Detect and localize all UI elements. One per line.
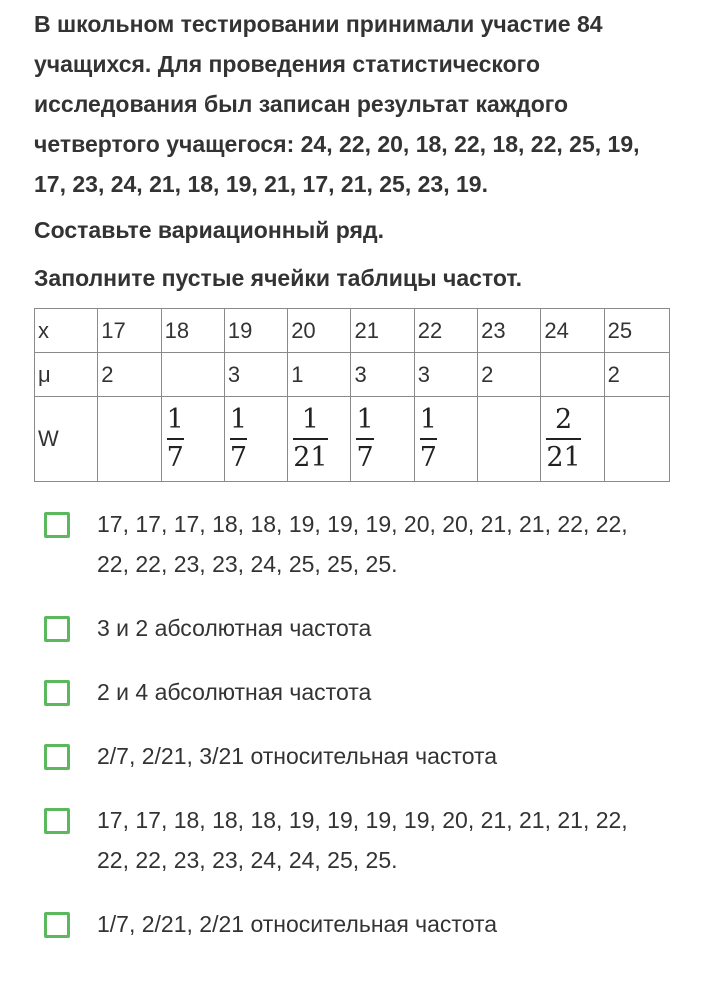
cell-x: 19 [224,309,287,353]
answer-option[interactable] [34,740,674,776]
fraction [546,405,580,473]
cell-x: 22 [414,309,477,353]
cell-mu-empty [541,353,604,397]
fraction [230,405,247,473]
cell-mu: 1 [288,353,351,397]
answer-option[interactable] [34,804,674,880]
table-row-x [35,309,670,353]
fraction-denominator: 7 [166,442,184,473]
fraction-numerator: 1 [356,404,374,435]
answer-option-label: 2 и 4 абсолютная частота [97,679,372,705]
instruction-variation-series: Составьте вариационный ряд. [34,217,384,243]
fraction-denominator: 21 [546,442,581,473]
answer-option-label: 17, 17, 18, 18, 18, 19, 19, 19, 19, 20, 21, 21, 21, 22, 22, 22, 23, 23, 24, 24, 25, 25. [97,807,628,873]
fraction-numerator: 1 [419,404,437,435]
checkbox[interactable] [44,808,70,834]
table-row-w [35,397,670,482]
table-row-mu [35,353,670,397]
cell-x: 23 [478,309,541,353]
checkbox[interactable] [44,912,70,938]
cell-w [351,397,414,482]
cell-x: 25 [604,309,669,353]
checkbox[interactable] [44,616,70,642]
cell-w [224,397,287,482]
cell-mu: 3 [414,353,477,397]
cell-mu-empty [161,353,224,397]
checkbox[interactable] [44,512,70,538]
cell-mu: 2 [604,353,669,397]
fraction [420,405,437,473]
cell-w-empty [604,397,669,482]
row-label-x: x [35,309,98,353]
fraction-numerator: 2 [554,404,573,435]
fraction [167,405,184,473]
cell-w [541,397,604,482]
fraction [356,405,373,473]
fraction-denominator: 7 [356,442,374,473]
answer-option[interactable] [34,676,674,712]
cell-x: 17 [98,309,161,353]
cell-w-empty [478,397,541,482]
cell-w [288,397,351,482]
fraction-numerator: 1 [301,404,319,435]
frequency-table [34,308,670,482]
cell-x: 18 [161,309,224,353]
task-container [0,4,708,944]
checkbox[interactable] [44,680,70,706]
answer-option[interactable] [34,908,674,944]
cell-w [161,397,224,482]
fraction-denominator: 7 [229,442,248,473]
row-label-w: W [35,397,98,482]
fraction-denominator: 21 [293,442,328,473]
row-label-mu: μ [35,353,98,397]
fraction-numerator: 1 [229,404,248,435]
answer-option-label: 17, 17, 17, 18, 18, 19, 19, 19, 20, 20, 21, 21, 22, 22, 22, 22, 23, 23, 24, 25, 25, 25. [97,511,628,577]
cell-mu: 3 [224,353,287,397]
problem-text: В школьном тестировании принимали участие 84 учащихся. Для проведения статистического исследования был записан результат каждого четвертого учащегося: 24, 22, 20, 18, 22, 18, 22, 25, 19, 17, 23, 24, 21, 18, 19, 21, 17, 21, 25, 23, 19. [34,11,640,197]
answer-options [34,508,674,944]
fraction-numerator: 1 [166,404,184,435]
fraction [293,405,327,473]
answer-option[interactable] [34,612,674,648]
cell-mu: 3 [351,353,414,397]
answer-option[interactable] [34,508,674,584]
cell-mu: 2 [98,353,161,397]
answer-option-label: 2/7, 2/21, 3/21 относительная частота [97,743,498,769]
cell-x: 20 [288,309,351,353]
answer-option-label: 3 и 2 абсолютная частота [97,615,372,641]
fraction-denominator: 7 [419,442,437,473]
cell-x: 24 [541,309,604,353]
cell-mu: 2 [478,353,541,397]
cell-w [414,397,477,482]
answer-option-label: 1/7, 2/21, 2/21 относительная частота [97,911,498,937]
instruction-fill-table: Заполните пустые ячейки таблицы частот. [34,265,523,291]
cell-w-empty [98,397,161,482]
cell-x: 21 [351,309,414,353]
checkbox[interactable] [44,744,70,770]
